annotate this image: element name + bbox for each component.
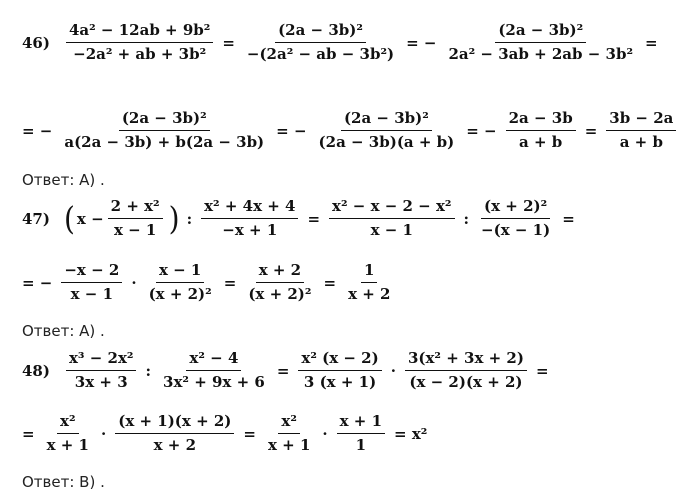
fraction	[108, 198, 163, 239]
operator: =	[276, 361, 290, 380]
p47-line-2	[22, 262, 397, 303]
fraction	[146, 262, 215, 303]
numerator: (2a − 3b)²	[119, 110, 210, 131]
denominator: a + b	[619, 133, 663, 151]
operator: =	[307, 209, 321, 228]
problem-number-46: 46)	[22, 33, 50, 52]
operator: :	[186, 209, 193, 228]
operator: =	[645, 33, 658, 52]
fraction	[265, 413, 313, 454]
numerator: (x + 1)(x + 2)	[115, 413, 234, 434]
fraction	[298, 350, 381, 391]
p46-line-1	[22, 22, 663, 63]
fraction	[66, 22, 213, 63]
fraction	[316, 110, 458, 151]
fraction	[44, 413, 92, 454]
operator: =	[535, 361, 549, 380]
numerator: (x + 2)²	[481, 198, 550, 219]
denominator: 3 (x + 1)	[303, 373, 377, 391]
denominator: x − 1	[70, 285, 114, 303]
fraction	[245, 262, 314, 303]
fraction	[61, 262, 122, 303]
operator: ·	[390, 361, 396, 380]
denominator: −(2a² − ab − 3b²)	[246, 45, 395, 63]
operator: = −	[276, 121, 307, 140]
operator: =	[243, 424, 256, 443]
operator: =	[562, 209, 575, 228]
fraction	[345, 262, 393, 303]
denominator: 3x + 3	[74, 373, 128, 391]
fraction	[160, 350, 268, 391]
operator: ·	[131, 273, 137, 292]
answer-46: Ответ: А) .	[22, 171, 105, 189]
numerator: x + 2	[256, 262, 304, 283]
problem-number-48: 48)	[22, 361, 50, 380]
denominator: 3x² + 9x + 6	[163, 373, 265, 391]
numerator: x² (x − 2)	[298, 350, 381, 371]
numerator: x² − x − 2 − x²	[329, 198, 454, 219]
numerator: x²	[278, 413, 300, 434]
fraction	[61, 110, 267, 151]
denominator: x + 2	[153, 436, 197, 454]
p48-line-1	[22, 350, 554, 391]
fraction	[115, 413, 234, 454]
denominator: x + 1	[267, 436, 311, 454]
numerator: x² − 4	[186, 350, 241, 371]
denominator: (x − 2)(x + 2)	[409, 373, 523, 391]
denominator: (x + 2)²	[148, 285, 212, 303]
numerator: 2 + x²	[108, 198, 163, 219]
operator: = −	[406, 33, 437, 52]
operator: ·	[100, 424, 107, 443]
fraction	[445, 22, 636, 63]
left-paren: (	[63, 198, 75, 237]
denominator: (2a − 3b)(a + b)	[318, 133, 455, 151]
denominator: −(x − 1)	[481, 221, 551, 239]
answer-48: Ответ: В) .	[22, 473, 105, 491]
fraction	[506, 110, 576, 151]
operator: = −	[22, 121, 53, 140]
term: x −	[76, 209, 104, 228]
denominator: (x + 2)²	[248, 285, 312, 303]
p46-line-2	[22, 110, 680, 151]
numerator: (2a − 3b)²	[275, 22, 366, 43]
operator: :	[463, 209, 470, 228]
right-paren: )	[168, 198, 180, 237]
fraction	[337, 413, 385, 454]
numerator: x − 1	[156, 262, 204, 283]
denominator: x − 1	[370, 221, 413, 239]
numerator: 4a² − 12ab + 9b²	[66, 22, 213, 43]
fraction	[329, 198, 454, 239]
numerator: x² + 4x + 4	[201, 198, 298, 219]
fraction	[478, 198, 553, 239]
fraction	[606, 110, 676, 151]
numerator: (2a − 3b)²	[341, 110, 432, 131]
numerator: x³ − 2x²	[66, 350, 136, 371]
denominator: a + b	[519, 133, 563, 151]
numerator: 3b − 2a	[606, 110, 676, 131]
numerator: 2a − 3b	[506, 110, 576, 131]
numerator: −x − 2	[61, 262, 122, 283]
problem-number-47: 47)	[22, 209, 50, 228]
p48-line-2	[22, 413, 432, 454]
operator: =	[22, 424, 35, 443]
denominator: x + 1	[46, 436, 89, 454]
numerator: x + 1	[337, 413, 385, 434]
fraction	[66, 350, 136, 391]
operator: =	[222, 33, 235, 52]
operator: ·	[322, 424, 328, 443]
fraction	[244, 22, 397, 63]
answer-47: Ответ: А) .	[22, 322, 105, 340]
denominator: a(2a − 3b) + b(2a − 3b)	[64, 133, 265, 151]
denominator: 1	[355, 436, 367, 454]
operator: = −	[466, 121, 497, 140]
numerator: 1	[361, 262, 377, 283]
operator: = x²	[394, 424, 428, 443]
denominator: x + 2	[348, 285, 391, 303]
fraction	[405, 350, 527, 391]
operator: =	[223, 273, 237, 292]
operator: :	[145, 361, 152, 380]
denominator: −2a² + ab + 3b²	[73, 45, 207, 63]
denominator: 2a² − 3ab + 2ab − 3b²	[448, 45, 634, 63]
operator: =	[584, 121, 598, 140]
denominator: −x + 1	[222, 221, 278, 239]
numerator: (2a − 3b)²	[495, 22, 586, 43]
operator: = −	[22, 273, 53, 292]
fraction	[201, 198, 298, 239]
denominator: x − 1	[113, 221, 157, 239]
numerator: x²	[57, 413, 79, 434]
operator: =	[323, 273, 337, 292]
p47-line-1	[22, 198, 580, 239]
numerator: 3(x² + 3x + 2)	[405, 350, 527, 371]
